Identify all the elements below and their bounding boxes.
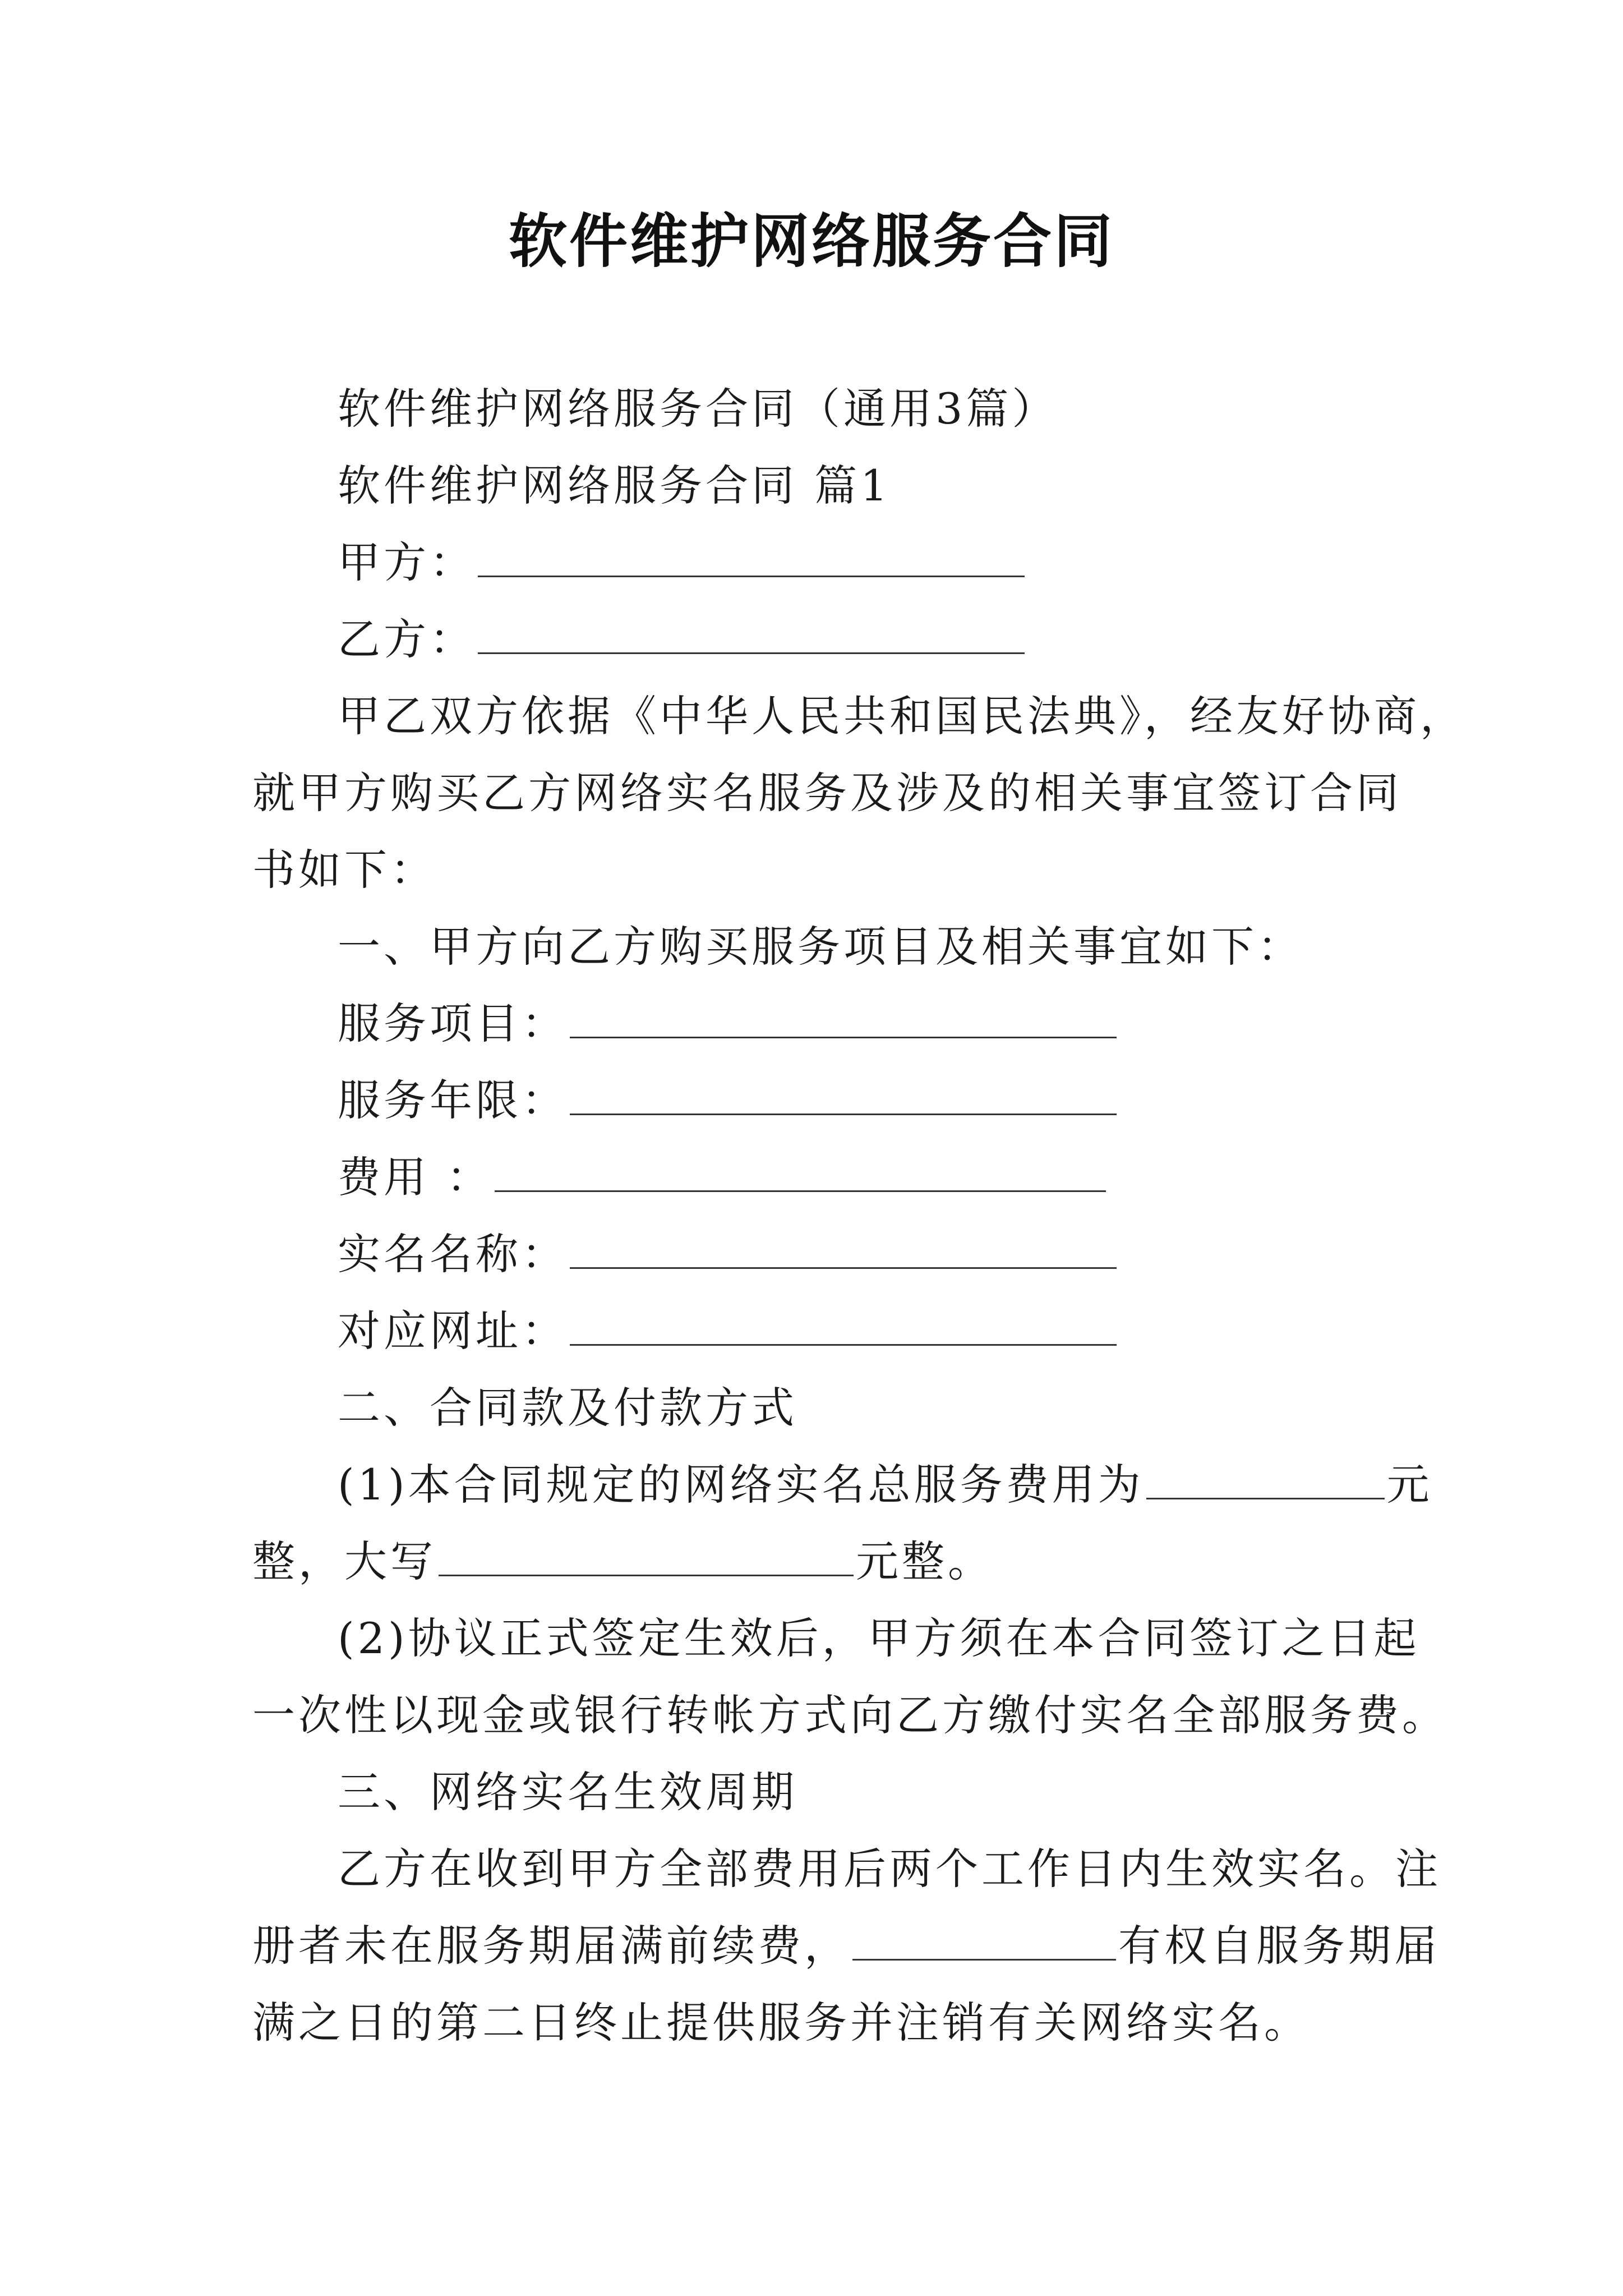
fee-label: 费用 ： xyxy=(338,1152,493,1202)
section-3-heading: 三、网络实名生效周期 xyxy=(338,1767,797,1817)
section-3-text-a: 册者未在服务期届满前续费， xyxy=(252,1921,850,1971)
intro-line-1: 甲乙双方依据《中华人民共和国民法典》，经友好协商， xyxy=(338,691,1466,741)
renewal-party-blank[interactable] xyxy=(852,1920,1116,1961)
real-name-label: 实名名称： xyxy=(338,1229,568,1279)
clause-1-end: 元整。 xyxy=(856,1536,994,1586)
uppercase-amount-blank[interactable] xyxy=(439,1535,854,1576)
page-title: 软件维护网络服务合同 xyxy=(508,207,1114,275)
party-b-blank[interactable] xyxy=(478,613,1025,654)
section-1-heading: 一、甲方向乙方购买服务项目及相关事宜如下： xyxy=(338,922,1303,972)
intro-line-2: 就甲方购买乙方网络实名服务及涉及的相关事宜签订合同 xyxy=(252,768,1402,818)
fee-blank[interactable] xyxy=(495,1151,1106,1192)
section-3-line-1: 乙方在收到甲方全部费用后两个工作日内生效实名。注 xyxy=(338,1844,1441,1894)
part-heading: 软件维护网络服务合同 篇1 xyxy=(338,461,891,510)
service-item-blank[interactable] xyxy=(570,997,1117,1038)
clause-1-line-1 xyxy=(252,1446,1433,1523)
total-fee-blank[interactable] xyxy=(1146,1458,1385,1499)
clause-1-unit: 元 xyxy=(1386,1460,1433,1510)
party-a-label: 甲方： xyxy=(338,537,476,587)
document-subtitle: 软件维护网络服务合同（通用3篇） xyxy=(338,384,1058,434)
url-label: 对应网址： xyxy=(338,1306,568,1356)
section-3-line-2 xyxy=(252,1907,1440,1984)
intro-line-3: 书如下： xyxy=(252,845,436,895)
service-item-label: 服务项目： xyxy=(338,999,568,1048)
party-a-line xyxy=(252,524,1396,601)
clause-1-text: (1)本合同规定的网络实名总服务费用为 xyxy=(338,1460,1144,1510)
real-name-line xyxy=(252,1216,1396,1292)
party-b-label: 乙方： xyxy=(338,614,476,664)
clause-1-uppercase-label: 整，大写 xyxy=(252,1536,436,1586)
clause-1-line-2 xyxy=(252,1523,1396,1600)
service-term-blank[interactable] xyxy=(570,1074,1117,1115)
clause-2-line-1: (2)协议正式签定生效后，甲方须在本合同签订之日起 xyxy=(338,1613,1420,1663)
url-blank[interactable] xyxy=(570,1305,1117,1346)
contract-body xyxy=(252,370,1466,2061)
party-b-line xyxy=(252,601,1396,678)
section-3-line-3: 满之日的第二日终止提供服务并注销有关网络实名。 xyxy=(252,1998,1310,2047)
real-name-blank[interactable] xyxy=(570,1228,1117,1269)
fee-line xyxy=(252,1139,1396,1216)
party-a-blank[interactable] xyxy=(478,536,1025,577)
section-3-text-b: 有权自服务期届 xyxy=(1118,1921,1440,1971)
url-line xyxy=(252,1292,1396,1369)
service-term-line xyxy=(252,1062,1396,1139)
section-2-heading: 二、合同款及付款方式 xyxy=(338,1383,797,1433)
service-term-label: 服务年限： xyxy=(338,1075,568,1125)
service-item-line xyxy=(252,985,1396,1062)
clause-2-line-2: 一次性以现金或银行转帐方式向乙方缴付实名全部服务费。 xyxy=(252,1690,1448,1740)
